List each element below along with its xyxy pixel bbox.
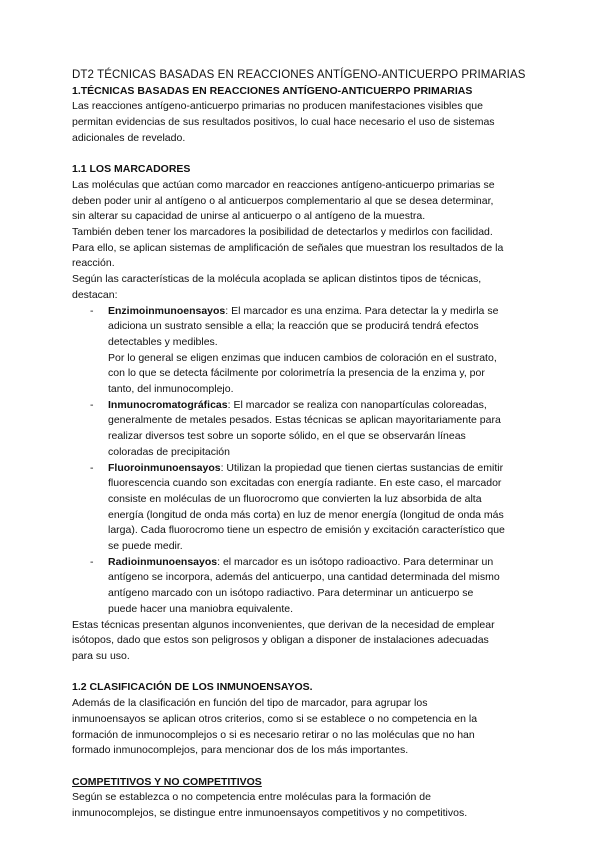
- list-item-line: Por lo general se eligen enzimas que inducen cambios de coloración en el sustrato,: [108, 351, 497, 364]
- paragraph-line: inmunoensayos se aplican otros criterios, como si se establece o no competencia en la: [72, 712, 478, 725]
- list-item-line: consiste en moléculas de un fluorocromo que convierten la luz absorbida de alta: [108, 492, 482, 505]
- list-item-line: realizar diversos test sobre un soporte sólido, en el que se observarán líneas: [108, 430, 466, 443]
- item-text: : el marcador es un isótopo radioactivo. Para determinar un: [217, 555, 494, 568]
- document-title: DT2 TÉCNICAS BASADAS EN REACCIONES ANTÍGENO-ANTICUERPO PRIMARIAS: [72, 69, 526, 81]
- list-item-line: tanto, del inmunocomplejo.: [108, 383, 234, 396]
- paragraph-line: formado inmunocomplejos, para mencionar dos de los más importantes.: [72, 744, 409, 757]
- paragraph-line: Las moléculas que actúan como marcador en reacciones antígeno-anticuerpo primarias se: [72, 178, 495, 191]
- bullet-dash: -: [90, 398, 94, 411]
- spacer: [72, 759, 538, 775]
- paragraph-line: reacción.: [72, 257, 115, 270]
- item-term: Radioinmunoensayos: [108, 555, 218, 568]
- spacer: [72, 147, 538, 163]
- paragraph-line: adicionales de revelado.: [72, 131, 186, 144]
- paragraph-line: isótopos, dado que estos son peligrosos y obligan a disponer de instalaciones adecuadas: [72, 634, 489, 647]
- paragraph-line: sin alterar su capacidad de unirse al anticuerpo o al antígeno de la muestra.: [72, 210, 426, 223]
- paragraph-line: Las reacciones antígeno-anticuerpo primarias no producen manifestaciones visibles que: [72, 100, 483, 113]
- item-text: : Utilizan la propiedad que tienen ciertas sustancias de emitir: [220, 461, 504, 474]
- paragraph-line: También deben tener los marcadores la posibilidad de detectarlos y medirlos con facilidad.: [72, 226, 493, 239]
- paragraph-line: Estas técnicas presentan algunos inconvenientes, que derivan de la necesidad de emplear: [72, 618, 495, 631]
- list-item-line: antígeno se incorpora, además del anticuerpo, una cantidad determinada del mismo: [108, 571, 500, 584]
- paragraph-line: destacan:: [72, 288, 118, 301]
- section-1-1-heading: 1.1 LOS MARCADORES: [72, 163, 191, 176]
- list-item-line: puede hacer una maniobra equivalente.: [108, 602, 294, 615]
- list-item-radioinmunoensayos: [72, 555, 538, 571]
- item-text: : El marcador se realiza con nanopartículas coloreadas,: [227, 398, 487, 411]
- section-1-heading: 1.TÉCNICAS BASADAS EN REACCIONES ANTÍGENO-ANTICUERPO PRIMARIAS: [72, 84, 473, 97]
- paragraph-line: deben poder unir al antígeno o al anticuerpos complementario al que se desea determinar,: [72, 194, 494, 207]
- document-body: [72, 68, 538, 822]
- list-item-fluoroinmunoensayos: [72, 461, 538, 477]
- list-item-line: energía (longitud de onda más corta) en luz de menor energía (longitud de onda más: [108, 508, 504, 521]
- list-item-line: detectables y medibles.: [108, 335, 218, 348]
- list-item-line: coloradas de precipitación: [108, 445, 230, 458]
- item-term: Fluoroinmunoensayos: [108, 461, 221, 474]
- item-text: : El marcador es una enzima. Para detectar la y medirla se: [225, 304, 499, 317]
- paragraph-line: permitan evidencias de sus resultados positivos, lo cual hace necesario el uso de sistemas: [72, 116, 495, 129]
- paragraph-line: formación de inmunocomplejos o si es necesario retirar o no las moléculas que no han: [72, 728, 475, 741]
- list-item-line: generalmente de metales pesados. Estas técnicas se aplican mayoritariamente para: [108, 414, 501, 427]
- bullet-dash: -: [90, 304, 94, 317]
- paragraph-line: inmunocomplejos, se distingue entre inmunoensayos competitivos y no competitivos.: [72, 807, 468, 819]
- list-item-line: antígeno marcado con un isótopo radiactivo. Para determinar un anticuerpo se: [108, 587, 474, 600]
- item-term: Enzimoinmunoensayos: [108, 304, 226, 317]
- competitivos-heading: COMPETITIVOS Y NO COMPETITIVOS: [72, 775, 262, 788]
- paragraph-line: Según se establezca o no competencia entre moléculas para la formación de: [72, 791, 431, 804]
- list-item-line: fluorescencia cuando son excitadas con energía radiante. En este caso, el marcador: [108, 477, 502, 490]
- paragraph-line: para su uso.: [72, 650, 130, 662]
- list-item-line: adiciona un sustrato sensible a ella; la reacción que se producirá tendrá efectos: [108, 320, 479, 333]
- item-term: Inmunocromatográficas: [108, 398, 228, 411]
- spacer: [72, 665, 538, 681]
- paragraph-line: Según las características de la molécula acoplada se aplican distintos tipos de técnicas,: [72, 273, 482, 286]
- paragraph-line: Para ello, se aplican sistemas de amplificación de señales que muestran los resultados de la: [72, 241, 504, 254]
- paragraph-line: Además de la clasificación en función del tipo de marcador, para agrupar los: [72, 697, 428, 710]
- list-item-line: se puede medir.: [108, 540, 183, 553]
- list-item-inmunocromatograficas: [72, 398, 538, 414]
- list-item-line: con lo que se detecta fácilmente por colorimetría la presencia de la enzima y, por: [108, 367, 485, 380]
- bullet-dash: -: [90, 555, 94, 568]
- bullet-dash: -: [90, 461, 94, 474]
- list-item-line: larga). Cada fluorocromo tiene un espectro de emisión y excitación característico que: [108, 524, 505, 537]
- list-item-enzimoinmunoensayos: [72, 304, 538, 320]
- section-1-2-heading: 1.2 CLASIFICACIÓN DE LOS INMUNOENSAYOS.: [72, 681, 313, 694]
